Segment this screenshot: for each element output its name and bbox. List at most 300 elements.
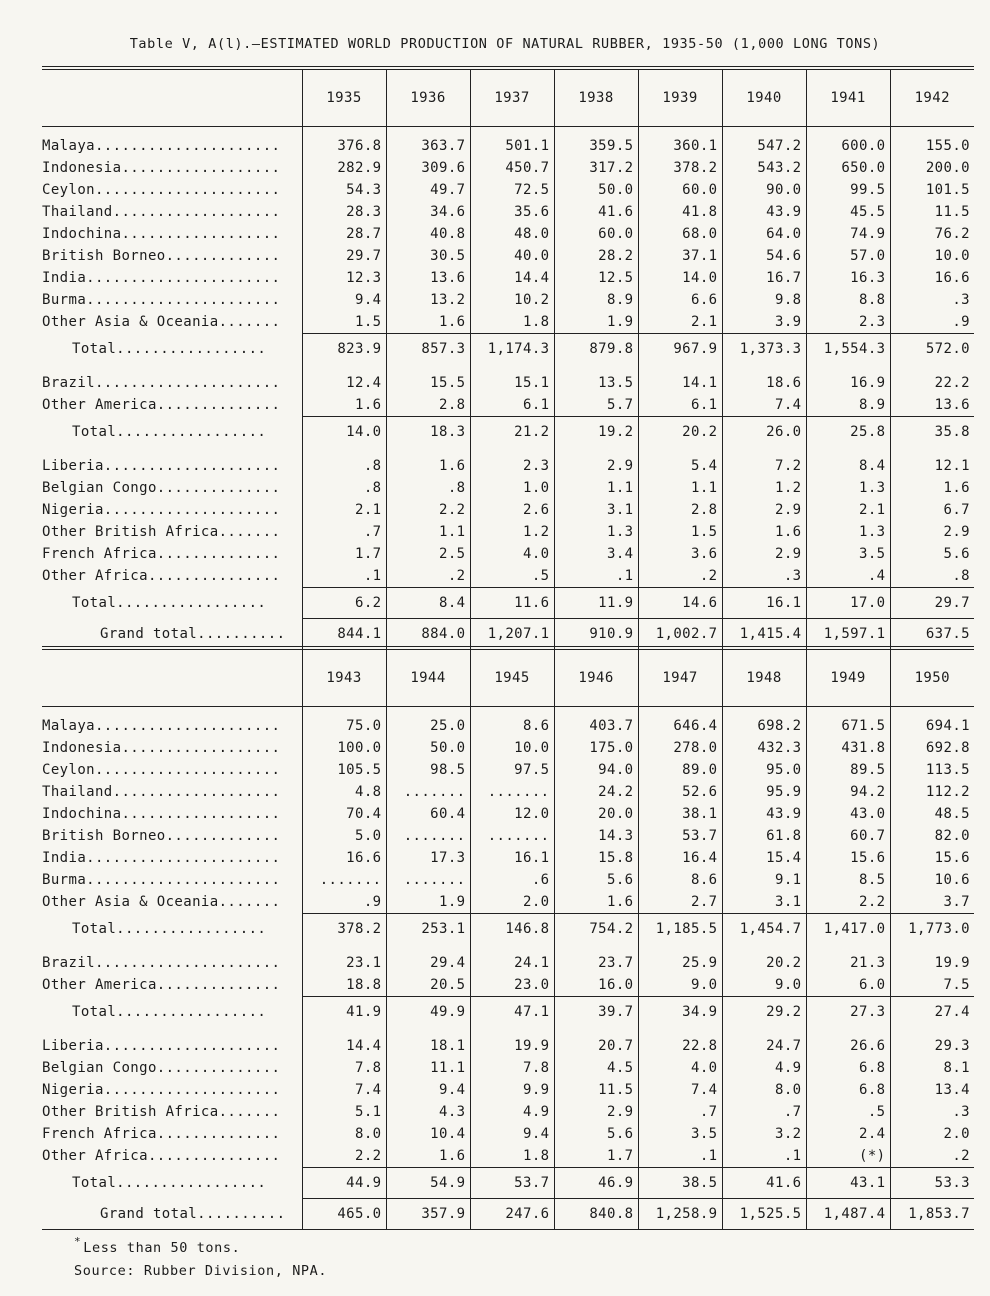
value-cell: 38.1 bbox=[638, 803, 722, 825]
value-cell: 15.4 bbox=[722, 847, 806, 869]
row-label: Malaya..................... bbox=[42, 138, 281, 154]
year-header: 1935 bbox=[302, 68, 386, 127]
value-cell: .1 bbox=[638, 1145, 722, 1168]
row-label: Other Asia & Oceania....... bbox=[42, 894, 281, 911]
value-cell: 1,853.7 bbox=[890, 1199, 974, 1230]
value-cell: 82.0 bbox=[890, 825, 974, 847]
value-cell: 6.8 bbox=[806, 1057, 890, 1079]
value-cell: 27.4 bbox=[890, 997, 974, 1028]
value-cell: 95.0 bbox=[722, 759, 806, 781]
value-cell: 14.0 bbox=[302, 417, 386, 448]
value-cell: 8.4 bbox=[386, 588, 470, 619]
row-label: Indochina.................. bbox=[42, 226, 281, 242]
value-cell: 2.4 bbox=[806, 1123, 890, 1145]
value-cell: 60.4 bbox=[386, 803, 470, 825]
row-label: Indonesia.................. bbox=[42, 740, 281, 756]
value-cell: 13.6 bbox=[386, 267, 470, 289]
table-row bbox=[42, 759, 974, 781]
row-label: Liberia.................... bbox=[42, 458, 281, 474]
row-label: Liberia.................... bbox=[42, 1038, 281, 1054]
value-cell: 4.8 bbox=[302, 781, 386, 803]
year-header: 1940 bbox=[722, 68, 806, 127]
table-row bbox=[42, 179, 974, 201]
value-cell: 13.5 bbox=[554, 364, 638, 394]
value-cell: 378.2 bbox=[638, 157, 722, 179]
footnote bbox=[74, 1235, 241, 1256]
value-cell: 6.0 bbox=[806, 974, 890, 997]
value-cell: 823.9 bbox=[302, 334, 386, 365]
value-cell: 101.5 bbox=[890, 179, 974, 201]
table-row bbox=[42, 267, 974, 289]
value-cell: 5.6 bbox=[554, 869, 638, 891]
value-cell: 74.9 bbox=[806, 223, 890, 245]
value-cell: .7 bbox=[638, 1101, 722, 1123]
value-cell: 1,597.1 bbox=[806, 619, 890, 650]
table-row bbox=[42, 394, 974, 417]
value-cell: .2 bbox=[638, 565, 722, 588]
value-cell: 11.9 bbox=[554, 588, 638, 619]
value-cell: 2.7 bbox=[638, 891, 722, 914]
value-cell: 1.3 bbox=[554, 521, 638, 543]
value-cell: 5.7 bbox=[554, 394, 638, 417]
value-cell: 13.2 bbox=[386, 289, 470, 311]
table-row bbox=[42, 1199, 974, 1230]
year-header: 1942 bbox=[890, 68, 974, 127]
table-row bbox=[42, 289, 974, 311]
row-label: Grand total.......... bbox=[42, 1199, 302, 1230]
value-cell: 357.9 bbox=[386, 1199, 470, 1230]
value-cell: 2.1 bbox=[638, 311, 722, 334]
value-cell: 12.5 bbox=[554, 267, 638, 289]
value-cell: 1.6 bbox=[554, 891, 638, 914]
value-cell: 432.3 bbox=[722, 737, 806, 759]
row-label: Thailand................... bbox=[42, 784, 281, 800]
table-row bbox=[42, 1057, 974, 1079]
value-cell: 24.1 bbox=[470, 944, 554, 974]
row-label: Indochina.................. bbox=[42, 806, 281, 822]
value-cell: 1.0 bbox=[470, 477, 554, 499]
value-cell: 1.8 bbox=[470, 1145, 554, 1168]
table-row bbox=[42, 737, 974, 759]
footnote-text: Less than 50 tons. bbox=[83, 1240, 241, 1256]
row-label: French Africa.............. bbox=[42, 546, 281, 562]
stub-header bbox=[42, 68, 302, 127]
value-cell: 5.6 bbox=[890, 543, 974, 565]
value-cell: 6.7 bbox=[890, 499, 974, 521]
row-label: Total................. bbox=[72, 340, 267, 357]
value-cell: 692.8 bbox=[890, 737, 974, 759]
value-cell: 60.0 bbox=[638, 179, 722, 201]
value-cell: 16.1 bbox=[470, 847, 554, 869]
value-cell: 9.4 bbox=[386, 1079, 470, 1101]
value-cell: 20.5 bbox=[386, 974, 470, 997]
value-cell: 2.2 bbox=[806, 891, 890, 914]
year-header: 1939 bbox=[638, 68, 722, 127]
table-row bbox=[42, 521, 974, 543]
table-row bbox=[42, 1168, 974, 1199]
value-cell: 21.3 bbox=[806, 944, 890, 974]
value-cell: 1.3 bbox=[806, 477, 890, 499]
header-row bbox=[42, 648, 974, 707]
value-cell: 2.1 bbox=[806, 499, 890, 521]
value-cell: 25.0 bbox=[386, 707, 470, 738]
table-row bbox=[42, 891, 974, 914]
value-cell: 857.3 bbox=[386, 334, 470, 365]
value-cell: 34.9 bbox=[638, 997, 722, 1028]
year-header: 1950 bbox=[890, 648, 974, 707]
value-cell: 403.7 bbox=[554, 707, 638, 738]
value-cell: 11.1 bbox=[386, 1057, 470, 1079]
value-cell: 50.0 bbox=[554, 179, 638, 201]
value-cell: 600.0 bbox=[806, 127, 890, 158]
year-header: 1943 bbox=[302, 648, 386, 707]
value-cell: 17.0 bbox=[806, 588, 890, 619]
value-cell: .1 bbox=[554, 565, 638, 588]
value-cell: 6.1 bbox=[638, 394, 722, 417]
value-cell: 48.0 bbox=[470, 223, 554, 245]
value-cell: 25.9 bbox=[638, 944, 722, 974]
value-cell: 7.4 bbox=[638, 1079, 722, 1101]
value-cell: 28.3 bbox=[302, 201, 386, 223]
value-cell: 5.4 bbox=[638, 447, 722, 477]
table-row bbox=[42, 447, 974, 477]
row-label: Belgian Congo.............. bbox=[42, 480, 281, 496]
value-cell: 8.0 bbox=[302, 1123, 386, 1145]
table-row bbox=[42, 223, 974, 245]
row-label: Total................. bbox=[72, 423, 267, 440]
value-cell: 15.1 bbox=[470, 364, 554, 394]
value-cell: 97.5 bbox=[470, 759, 554, 781]
value-cell: 100.0 bbox=[302, 737, 386, 759]
value-cell: 317.2 bbox=[554, 157, 638, 179]
value-cell: 40.0 bbox=[470, 245, 554, 267]
value-cell: 1,525.5 bbox=[722, 1199, 806, 1230]
value-cell: 2.9 bbox=[554, 1101, 638, 1123]
production-table-1943-1950 bbox=[42, 646, 974, 1230]
value-cell: 2.0 bbox=[470, 891, 554, 914]
table-row bbox=[42, 334, 974, 365]
table-row bbox=[42, 914, 974, 945]
value-cell: 41.6 bbox=[722, 1168, 806, 1199]
value-cell: 14.0 bbox=[638, 267, 722, 289]
value-cell: .8 bbox=[890, 565, 974, 588]
value-cell: 1.1 bbox=[386, 521, 470, 543]
value-cell: .2 bbox=[890, 1145, 974, 1168]
value-cell: .6 bbox=[470, 869, 554, 891]
value-cell: 98.5 bbox=[386, 759, 470, 781]
value-cell: 20.2 bbox=[722, 944, 806, 974]
value-cell: 6.2 bbox=[302, 588, 386, 619]
value-cell: 9.4 bbox=[302, 289, 386, 311]
value-cell: 11.6 bbox=[470, 588, 554, 619]
row-label: Ceylon..................... bbox=[42, 182, 281, 198]
table-row bbox=[42, 1123, 974, 1145]
value-cell: 3.7 bbox=[890, 891, 974, 914]
value-cell: 4.9 bbox=[470, 1101, 554, 1123]
value-cell: 29.7 bbox=[890, 588, 974, 619]
value-cell: 41.9 bbox=[302, 997, 386, 1028]
value-cell: 2.9 bbox=[890, 521, 974, 543]
value-cell: 3.4 bbox=[554, 543, 638, 565]
value-cell: 2.0 bbox=[890, 1123, 974, 1145]
value-cell: 43.9 bbox=[722, 803, 806, 825]
value-cell: 99.5 bbox=[806, 179, 890, 201]
value-cell: 44.9 bbox=[302, 1168, 386, 1199]
table-row bbox=[42, 588, 974, 619]
row-label: Nigeria.................... bbox=[42, 502, 281, 518]
value-cell: 14.6 bbox=[638, 588, 722, 619]
row-label: Indonesia.................. bbox=[42, 160, 281, 176]
row-label: Grand total.......... bbox=[42, 619, 302, 650]
value-cell: 450.7 bbox=[470, 157, 554, 179]
value-cell: .3 bbox=[722, 565, 806, 588]
value-cell: 3.5 bbox=[638, 1123, 722, 1145]
row-label: Other America.............. bbox=[42, 397, 281, 414]
value-cell: 105.5 bbox=[302, 759, 386, 781]
value-cell: 8.9 bbox=[806, 394, 890, 417]
row-label: Total................. bbox=[72, 920, 267, 937]
value-cell: 9.9 bbox=[470, 1079, 554, 1101]
value-cell: 49.9 bbox=[386, 997, 470, 1028]
value-cell: 9.8 bbox=[722, 289, 806, 311]
table-row bbox=[42, 127, 974, 158]
value-cell: .3 bbox=[890, 289, 974, 311]
value-cell: 1.7 bbox=[554, 1145, 638, 1168]
row-label: Other Africa............... bbox=[42, 1148, 281, 1165]
value-cell: (*) bbox=[806, 1145, 890, 1168]
value-cell: ....... bbox=[386, 825, 470, 847]
value-cell: 465.0 bbox=[302, 1199, 386, 1230]
value-cell: 6.6 bbox=[638, 289, 722, 311]
value-cell: 12.0 bbox=[470, 803, 554, 825]
table-title: Table V, A(l).—ESTIMATED WORLD PRODUCTION OF NATURAL RUBBER, 1935-50 (1,000 LONG TONS) bbox=[129, 36, 881, 52]
row-label: Other Africa............... bbox=[42, 568, 281, 585]
value-cell: 54.9 bbox=[386, 1168, 470, 1199]
table-row bbox=[42, 245, 974, 267]
value-cell: 94.2 bbox=[806, 781, 890, 803]
table-row bbox=[42, 803, 974, 825]
table-row bbox=[42, 477, 974, 499]
table-row bbox=[42, 201, 974, 223]
value-cell: 10.4 bbox=[386, 1123, 470, 1145]
value-cell: 22.2 bbox=[890, 364, 974, 394]
value-cell: 15.6 bbox=[890, 847, 974, 869]
value-cell: 2.2 bbox=[302, 1145, 386, 1168]
row-label: Malaya..................... bbox=[42, 718, 281, 734]
value-cell: 68.0 bbox=[638, 223, 722, 245]
table-row bbox=[42, 781, 974, 803]
value-cell: 2.8 bbox=[638, 499, 722, 521]
value-cell: 29.7 bbox=[302, 245, 386, 267]
value-cell: .8 bbox=[386, 477, 470, 499]
year-header: 1944 bbox=[386, 648, 470, 707]
value-cell: 884.0 bbox=[386, 619, 470, 650]
value-cell: 6.1 bbox=[470, 394, 554, 417]
value-cell: 39.7 bbox=[554, 997, 638, 1028]
value-cell: 309.6 bbox=[386, 157, 470, 179]
value-cell: 910.9 bbox=[554, 619, 638, 650]
value-cell: 431.8 bbox=[806, 737, 890, 759]
value-cell: 29.2 bbox=[722, 997, 806, 1028]
value-cell: 8.6 bbox=[638, 869, 722, 891]
value-cell: ....... bbox=[302, 869, 386, 891]
value-cell: 2.9 bbox=[554, 447, 638, 477]
table-row bbox=[42, 847, 974, 869]
value-cell: 19.9 bbox=[470, 1027, 554, 1057]
value-cell: 89.0 bbox=[638, 759, 722, 781]
value-cell: .2 bbox=[386, 565, 470, 588]
value-cell: 47.1 bbox=[470, 997, 554, 1028]
value-cell: 363.7 bbox=[386, 127, 470, 158]
row-label: Nigeria.................... bbox=[42, 1082, 281, 1098]
value-cell: .1 bbox=[722, 1145, 806, 1168]
value-cell: 10.0 bbox=[890, 245, 974, 267]
value-cell: 1.5 bbox=[302, 311, 386, 334]
value-cell: 50.0 bbox=[386, 737, 470, 759]
stub-header bbox=[42, 648, 302, 707]
value-cell: .9 bbox=[890, 311, 974, 334]
value-cell: 5.6 bbox=[554, 1123, 638, 1145]
value-cell: 4.5 bbox=[554, 1057, 638, 1079]
value-cell: 35.6 bbox=[470, 201, 554, 223]
value-cell: 43.9 bbox=[722, 201, 806, 223]
value-cell: 90.0 bbox=[722, 179, 806, 201]
value-cell: 21.2 bbox=[470, 417, 554, 448]
value-cell: 16.4 bbox=[638, 847, 722, 869]
value-cell: 75.0 bbox=[302, 707, 386, 738]
value-cell: .8 bbox=[302, 447, 386, 477]
value-cell: 49.7 bbox=[386, 179, 470, 201]
year-header: 1945 bbox=[470, 648, 554, 707]
value-cell: 1.6 bbox=[890, 477, 974, 499]
value-cell: 16.3 bbox=[806, 267, 890, 289]
value-cell: 16.0 bbox=[554, 974, 638, 997]
value-cell: 1.6 bbox=[386, 311, 470, 334]
value-cell: 10.2 bbox=[470, 289, 554, 311]
value-cell: 30.5 bbox=[386, 245, 470, 267]
row-label: Other British Africa....... bbox=[42, 1104, 281, 1120]
value-cell: 20.2 bbox=[638, 417, 722, 448]
value-cell: 13.6 bbox=[890, 394, 974, 417]
value-cell: 1.9 bbox=[554, 311, 638, 334]
row-label: Burma...................... bbox=[42, 872, 281, 888]
source-note: Source: Rubber Division, NPA. bbox=[74, 1263, 328, 1279]
value-cell: 175.0 bbox=[554, 737, 638, 759]
year-header: 1948 bbox=[722, 648, 806, 707]
value-cell: 8.8 bbox=[806, 289, 890, 311]
value-cell: .9 bbox=[302, 891, 386, 914]
table-row bbox=[42, 364, 974, 394]
row-label: British Borneo............. bbox=[42, 248, 281, 264]
value-cell: 23.0 bbox=[470, 974, 554, 997]
table-row bbox=[42, 417, 974, 448]
value-cell: 6.8 bbox=[806, 1079, 890, 1101]
value-cell: 8.5 bbox=[806, 869, 890, 891]
value-cell: 4.0 bbox=[638, 1057, 722, 1079]
value-cell: ....... bbox=[386, 869, 470, 891]
value-cell: 2.3 bbox=[470, 447, 554, 477]
value-cell: 4.0 bbox=[470, 543, 554, 565]
value-cell: 4.3 bbox=[386, 1101, 470, 1123]
value-cell: 1.8 bbox=[470, 311, 554, 334]
value-cell: 13.4 bbox=[890, 1079, 974, 1101]
value-cell: 1,258.9 bbox=[638, 1199, 722, 1230]
year-header: 1947 bbox=[638, 648, 722, 707]
value-cell: 26.6 bbox=[806, 1027, 890, 1057]
header-row bbox=[42, 68, 974, 127]
value-cell: 16.1 bbox=[722, 588, 806, 619]
value-cell: 12.3 bbox=[302, 267, 386, 289]
value-cell: 359.5 bbox=[554, 127, 638, 158]
value-cell: 12.4 bbox=[302, 364, 386, 394]
value-cell: .1 bbox=[302, 565, 386, 588]
table-row bbox=[42, 869, 974, 891]
table-row bbox=[42, 499, 974, 521]
value-cell: 48.5 bbox=[890, 803, 974, 825]
year-header: 1949 bbox=[806, 648, 890, 707]
value-cell: 16.7 bbox=[722, 267, 806, 289]
value-cell: 18.3 bbox=[386, 417, 470, 448]
value-cell: 1.6 bbox=[302, 394, 386, 417]
value-cell: 76.2 bbox=[890, 223, 974, 245]
value-cell: 4.9 bbox=[722, 1057, 806, 1079]
value-cell: 547.2 bbox=[722, 127, 806, 158]
value-cell: 43.1 bbox=[806, 1168, 890, 1199]
value-cell: 3.1 bbox=[722, 891, 806, 914]
value-cell: 650.0 bbox=[806, 157, 890, 179]
value-cell: .8 bbox=[302, 477, 386, 499]
value-cell: 1,554.3 bbox=[806, 334, 890, 365]
value-cell: 3.5 bbox=[806, 543, 890, 565]
value-cell: 28.7 bbox=[302, 223, 386, 245]
value-cell: 1,415.4 bbox=[722, 619, 806, 650]
value-cell: 8.9 bbox=[554, 289, 638, 311]
value-cell: 844.1 bbox=[302, 619, 386, 650]
value-cell: 879.8 bbox=[554, 334, 638, 365]
value-cell: 11.5 bbox=[554, 1079, 638, 1101]
value-cell: 60.0 bbox=[554, 223, 638, 245]
production-table-1935-1942 bbox=[42, 66, 974, 650]
value-cell: 1,373.3 bbox=[722, 334, 806, 365]
table-row bbox=[42, 619, 974, 650]
value-cell: 10.6 bbox=[890, 869, 974, 891]
value-cell: 89.5 bbox=[806, 759, 890, 781]
value-cell: 3.1 bbox=[554, 499, 638, 521]
value-cell: 15.6 bbox=[806, 847, 890, 869]
value-cell: 7.8 bbox=[470, 1057, 554, 1079]
value-cell: 9.1 bbox=[722, 869, 806, 891]
value-cell: 698.2 bbox=[722, 707, 806, 738]
value-cell: 35.8 bbox=[890, 417, 974, 448]
year-header: 1946 bbox=[554, 648, 638, 707]
value-cell: 278.0 bbox=[638, 737, 722, 759]
value-cell: 54.3 bbox=[302, 179, 386, 201]
value-cell: 2.8 bbox=[386, 394, 470, 417]
value-cell: 2.5 bbox=[386, 543, 470, 565]
table-row bbox=[42, 157, 974, 179]
year-header: 1941 bbox=[806, 68, 890, 127]
value-cell: 2.2 bbox=[386, 499, 470, 521]
value-cell: 1.3 bbox=[806, 521, 890, 543]
table-row bbox=[42, 1145, 974, 1168]
value-cell: 25.8 bbox=[806, 417, 890, 448]
value-cell: 43.0 bbox=[806, 803, 890, 825]
value-cell: 29.3 bbox=[890, 1027, 974, 1057]
value-cell: 40.8 bbox=[386, 223, 470, 245]
year-header: 1938 bbox=[554, 68, 638, 127]
table-row bbox=[42, 974, 974, 997]
value-cell: 53.7 bbox=[470, 1168, 554, 1199]
